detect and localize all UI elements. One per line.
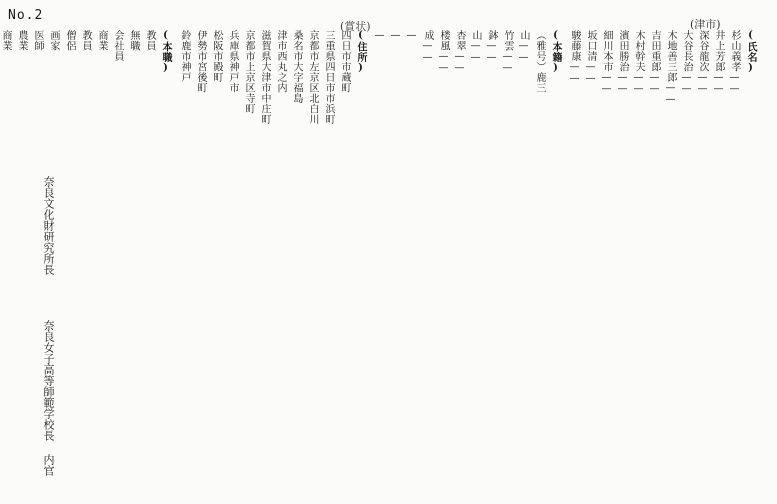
section-title: (本職) [160, 30, 171, 74]
text-line: 教員 [144, 30, 155, 51]
section-title: (本籍) [550, 30, 561, 74]
text-line: 細川本市—— [601, 30, 612, 95]
text-line: 坂口清—— [585, 30, 596, 85]
text-line: 桑名市大字福島 [291, 30, 302, 104]
text-line: 楼風—— [438, 30, 449, 74]
text-line: — [374, 30, 385, 42]
text-line: 滋賀県大津市中庄町 [259, 30, 270, 125]
section-title: (氏名) [745, 30, 756, 74]
text-line: 津市西丸之内 [275, 30, 286, 93]
text-line: 井上芳郎—— [713, 30, 724, 95]
text-line: 鈴鹿市神戸 [179, 30, 190, 83]
text-line: 農業 [16, 30, 27, 51]
text-line: 成—— [422, 30, 433, 64]
text-line: 僧侶 [64, 30, 75, 51]
text-line: — [390, 30, 401, 42]
text-line: 商業 [0, 30, 11, 51]
text-line: 画家 [48, 30, 59, 51]
page-number: No.2 [8, 8, 44, 23]
text-line: 四日市市蔵町 [339, 30, 350, 93]
text-line: 医師 [32, 30, 43, 51]
text-line: 松阪市殿町 [211, 30, 222, 83]
text-line: 兵庫県神戸市 [227, 30, 238, 93]
text-line: 濱田勝治—— [617, 30, 628, 95]
header-left: (賞状) [340, 20, 371, 33]
text-line: 教員 [80, 30, 91, 51]
text-line: 無職 [128, 30, 139, 51]
text-line: 三重県四日市市浜町 [323, 30, 334, 125]
text-line: 木地善三郎—— [665, 30, 676, 106]
text-line: — [406, 30, 417, 42]
text-line: 伊勢市宮後町 [195, 30, 206, 93]
text-line: 商業 [96, 30, 107, 51]
text-line: 深谷龍次—— [697, 30, 708, 95]
text-line: 木村幹夫—— [633, 30, 644, 95]
text-line: 京都市上京区寺町 [243, 30, 254, 114]
text-line: 鉢—— [486, 30, 497, 64]
text-line: 山—— [470, 30, 481, 64]
text-line: 駿藤康—— [569, 30, 580, 85]
text-line: 大谷長治—— [681, 30, 692, 95]
signature-first: 奈良文化財研究所長 [42, 176, 55, 275]
text-line: 竹雲—— [502, 30, 513, 74]
text-line: 吉田重郎—— [649, 30, 660, 95]
text-line: 杏翠—— [454, 30, 465, 74]
text-line: 杉山義孝—— [729, 30, 740, 95]
signature-second: 奈良女子高等師範学校長 内官 [42, 320, 55, 476]
text-line: 会社員 [112, 30, 123, 62]
header-right: (津市) [690, 18, 721, 31]
text-line: （雅号）鹿三 [534, 30, 545, 93]
section-title: (住所) [355, 30, 366, 74]
text-line: 山—— [518, 30, 529, 64]
text-columns [0, 30, 757, 494]
text-line: 京都市左京区北白川 [307, 30, 318, 125]
